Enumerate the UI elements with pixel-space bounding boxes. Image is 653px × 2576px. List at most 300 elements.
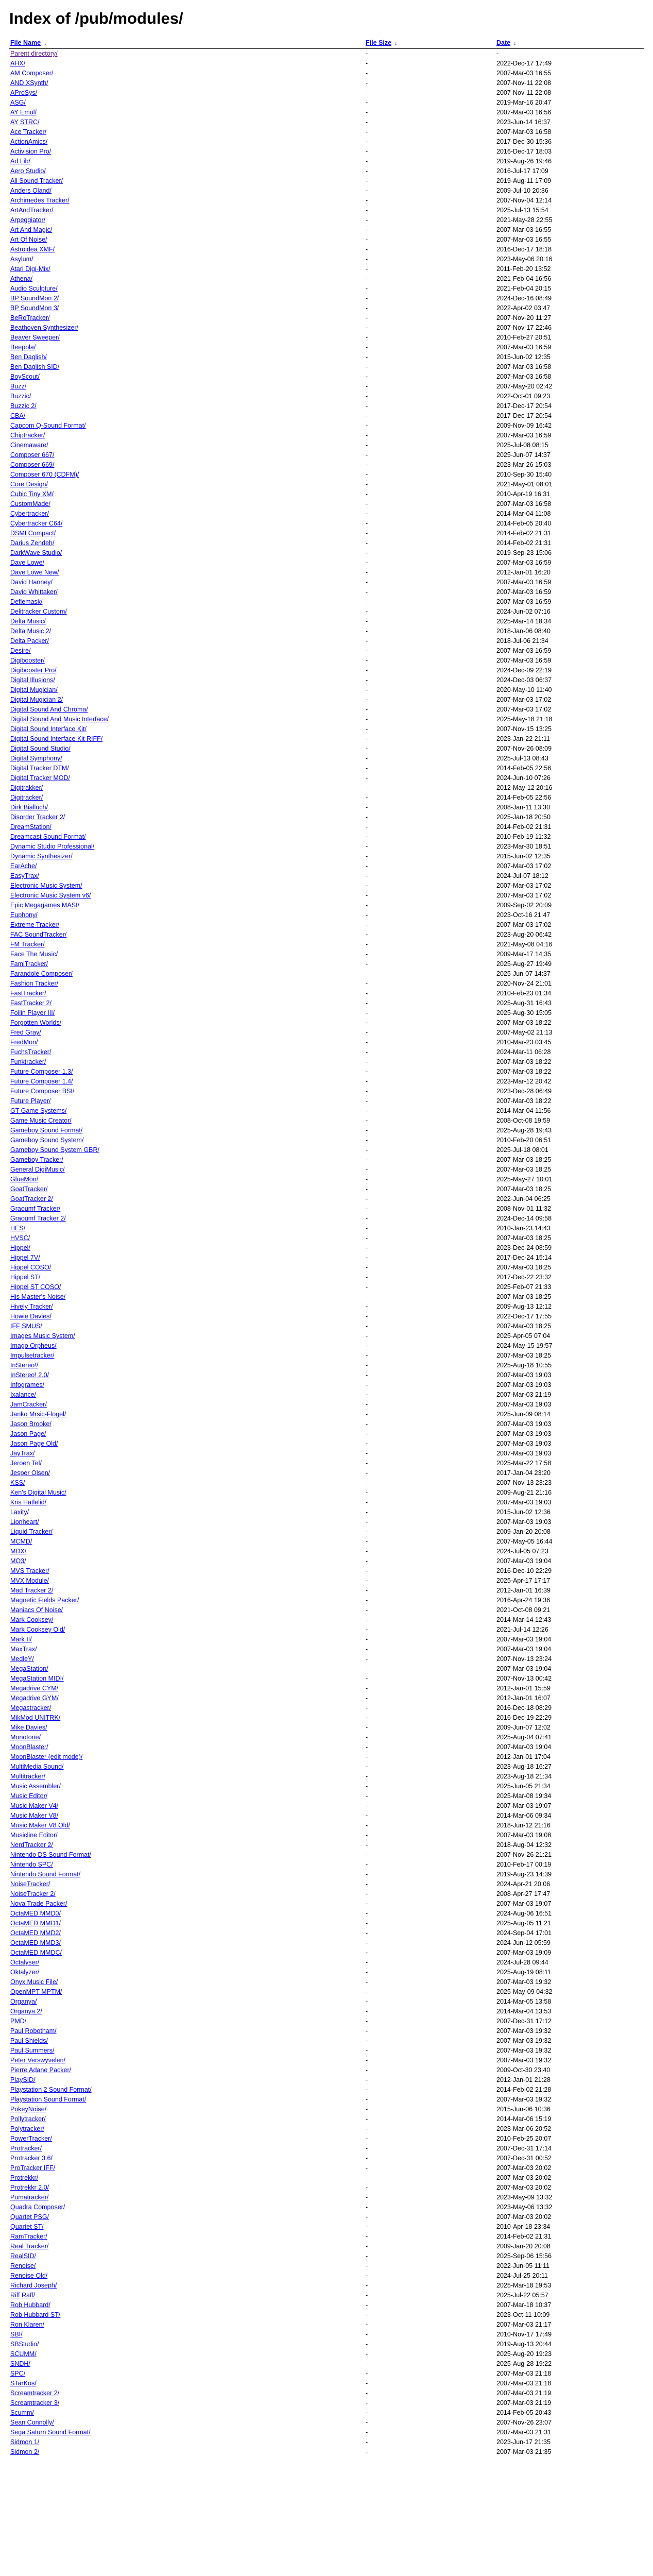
directory-link[interactable]: Arpeggiator/: [10, 216, 46, 224]
directory-link[interactable]: Mark Cooksey/: [10, 1616, 54, 1623]
column-header-name[interactable]: [9, 37, 365, 49]
directory-link[interactable]: KSS/: [10, 1479, 25, 1486]
directory-link[interactable]: Music Assembler/: [10, 1783, 61, 1790]
directory-link[interactable]: GoatTracker 2/: [10, 1195, 53, 1202]
table-row: [9, 352, 644, 362]
directory-link[interactable]: Composer 669/: [10, 461, 55, 468]
directory-link[interactable]: Liquid Tracker/: [10, 1528, 53, 1535]
directory-link[interactable]: Forgotten Worlds/: [10, 1019, 62, 1026]
directory-link[interactable]: Hippel ST/: [10, 1274, 41, 1281]
directory-link[interactable]: Jason Page Old/: [10, 1440, 58, 1447]
directory-link[interactable]: Peter Verswyvelen/: [10, 2057, 65, 2064]
directory-link[interactable]: Digibooster Pro/: [10, 667, 57, 674]
directory-link[interactable]: FAC SoundTracker/: [10, 931, 67, 938]
directory-link[interactable]: Ron Klaren/: [10, 2321, 45, 2328]
directory-link[interactable]: Sega Saturn Sound Format/: [10, 2429, 91, 2436]
directory-link[interactable]: Quartet ST/: [10, 2223, 44, 2230]
file-date-cell: 2012-Jan-01 17:04: [496, 1753, 551, 1760]
directory-link[interactable]: MCMD/: [10, 1538, 32, 1545]
directory-link[interactable]: Game Music Creator/: [10, 1117, 72, 1124]
directory-link[interactable]: Paul Shields/: [10, 2037, 48, 2044]
directory-link[interactable]: Hippel 7V/: [10, 1254, 40, 1261]
directory-link[interactable]: Athena/: [10, 275, 33, 282]
directory-link[interactable]: Dave Lowe New/: [10, 569, 59, 576]
directory-link[interactable]: Ben Daglish SID/: [10, 363, 60, 370]
directory-link[interactable]: Hively Tracker/: [10, 1303, 53, 1310]
sort-arrow-icon[interactable]: ↓: [513, 41, 517, 46]
file-date-cell: 2007-Mar-03 19:04: [496, 1665, 552, 1672]
directory-link[interactable]: Ben Daglish/: [10, 353, 47, 361]
directory-link[interactable]: Ad Lib/: [10, 158, 30, 165]
directory-link[interactable]: Renoise Old/: [10, 2272, 48, 2279]
directory-link[interactable]: Future Player/: [10, 1097, 51, 1105]
directory-link[interactable]: BP SoundMon 3/: [10, 304, 59, 312]
directory-link[interactable]: Darius Zendeh/: [10, 539, 55, 547]
directory-link[interactable]: Real Tracker/: [10, 2243, 49, 2250]
directory-link[interactable]: Impulsetracker/: [10, 1352, 55, 1359]
directory-link[interactable]: Dreamcast Sound Format/: [10, 833, 86, 840]
table-row: [9, 2408, 644, 2418]
directory-link[interactable]: PlaySID/: [10, 2076, 36, 2083]
directory-link[interactable]: NerdTracker 2/: [10, 1841, 53, 1849]
directory-link[interactable]: All Sound Tracker/: [10, 177, 63, 184]
directory-link[interactable]: GlueMon/: [10, 1176, 39, 1183]
directory-link[interactable]: DSMI Compact/: [10, 530, 56, 537]
directory-link[interactable]: Octalyser/: [10, 1959, 40, 1966]
directory-link[interactable]: Screamtracker 2/: [10, 2389, 60, 2397]
sort-by-name-link[interactable]: File Name: [10, 39, 41, 46]
directory-link[interactable]: Mike Davies/: [10, 1724, 47, 1731]
directory-link[interactable]: GT Game Systems/: [10, 1107, 67, 1114]
directory-link[interactable]: Ken's Digital Music/: [10, 1489, 66, 1496]
directory-link[interactable]: Buzz/: [10, 383, 27, 390]
directory-link[interactable]: SBStudio/: [10, 2341, 39, 2348]
directory-link[interactable]: Musicline Editor/: [10, 1832, 58, 1839]
directory-link[interactable]: Chiptracker/: [10, 432, 45, 439]
directory-link[interactable]: EasyTrax/: [10, 872, 39, 879]
directory-link[interactable]: Pierre Adane Packer/: [10, 2066, 72, 2074]
table-row: [9, 832, 644, 842]
directory-link[interactable]: Pollytracker/: [10, 2115, 46, 2123]
file-name-cell: [9, 470, 365, 480]
directory-link[interactable]: Beaver Sweeper/: [10, 334, 60, 341]
directory-link[interactable]: Hippel ST COSO/: [10, 1283, 61, 1291]
directory-link[interactable]: STarKos/: [10, 2380, 37, 2387]
directory-link[interactable]: Ace Tracker/: [10, 128, 47, 135]
file-date-cell: 2007-Mar-03 21:31: [496, 2429, 552, 2436]
directory-link[interactable]: Buzzic 2/: [10, 402, 37, 410]
directory-link[interactable]: Dirk Bialluch/: [10, 804, 48, 811]
directory-link[interactable]: Digitracker/: [10, 794, 43, 801]
directory-link[interactable]: Howie Davies/: [10, 1313, 51, 1320]
directory-link[interactable]: MVX Module/: [10, 1577, 49, 1584]
directory-link[interactable]: Megastracker/: [10, 1704, 51, 1711]
sort-arrow-icon[interactable]: ↓: [394, 41, 398, 46]
directory-link[interactable]: Epic Megagames MASI/: [10, 902, 80, 909]
directory-link[interactable]: Beepola/: [10, 344, 36, 351]
directory-link[interactable]: Imago Orpheus/: [10, 1342, 57, 1349]
directory-link[interactable]: Mad Tracker 2/: [10, 1587, 54, 1594]
directory-link[interactable]: Digital Mugician/: [10, 686, 58, 693]
directory-link[interactable]: Digital Sound And Music Interface/: [10, 716, 109, 723]
directory-link[interactable]: BeRoTracker/: [10, 314, 50, 321]
file-size-cell: -: [366, 1910, 368, 1917]
directory-link[interactable]: AY Emul/: [10, 109, 37, 116]
file-name-cell: [9, 1145, 365, 1155]
directory-link[interactable]: Future Composer 1.4/: [10, 1078, 73, 1085]
directory-link[interactable]: Magnetic Fields Packer/: [10, 1597, 79, 1604]
directory-link[interactable]: Riff Raff/: [10, 2292, 36, 2299]
file-size-cell: -: [366, 549, 368, 556]
directory-link[interactable]: Beathoven Synthesizer/: [10, 324, 79, 331]
directory-link[interactable]: Sean Connolly/: [10, 2419, 54, 2426]
directory-link[interactable]: Future Composer 1.3/: [10, 1068, 73, 1075]
directory-link[interactable]: RamTracker/: [10, 2233, 47, 2240]
directory-link[interactable]: Images Music System/: [10, 1332, 75, 1340]
directory-link[interactable]: Delta Music 2/: [10, 628, 51, 635]
directory-link[interactable]: Digital Sound And Chroma/: [10, 706, 88, 713]
directory-link[interactable]: Quadra Composer/: [10, 2204, 65, 2211]
directory-link[interactable]: JayTrax/: [10, 1450, 35, 1457]
file-name-cell: [9, 1292, 365, 1302]
directory-link[interactable]: OctaMED MMDC/: [10, 1949, 62, 1956]
directory-link[interactable]: Nintendo Sound Format/: [10, 1871, 81, 1878]
directory-link[interactable]: MedleY/: [10, 1655, 34, 1663]
directory-link[interactable]: Digital Tracker DTM/: [10, 765, 69, 772]
directory-link[interactable]: PowerTracker/: [10, 2135, 52, 2142]
directory-link[interactable]: Megadrive CYM/: [10, 1685, 59, 1692]
directory-link[interactable]: Follin Player III/: [10, 1009, 55, 1016]
directory-link[interactable]: Protracker/: [10, 2145, 42, 2152]
directory-link[interactable]: Digital Sound Studio/: [10, 745, 71, 752]
directory-link[interactable]: BoyScout/: [10, 373, 40, 380]
directory-link[interactable]: Kris Hatlelid/: [10, 1499, 47, 1506]
directory-link[interactable]: Dynamic Synthesizer/: [10, 853, 73, 860]
file-size-cell: -: [366, 471, 368, 478]
file-date-cell: 2011-Feb-20 13:52: [496, 265, 551, 273]
directory-link[interactable]: Dynamic Studio Professional/: [10, 843, 95, 850]
directory-link[interactable]: Gameboy Sound System GBR/: [10, 1146, 99, 1154]
directory-link[interactable]: Asylum/: [10, 256, 33, 263]
directory-link[interactable]: General DigiMusic/: [10, 1166, 65, 1173]
file-date-cell: 2024-Apr-21 20:06: [496, 1880, 551, 1888]
directory-link[interactable]: Fred Gray/: [10, 1029, 41, 1036]
directory-link[interactable]: Protrekkr/: [10, 2174, 39, 2181]
directory-link[interactable]: Music Maker V4/: [10, 1802, 59, 1809]
directory-link[interactable]: Digital Symphony/: [10, 755, 62, 762]
directory-link[interactable]: OctaMED MMD0/: [10, 1910, 61, 1917]
directory-link[interactable]: NoiseTracker/: [10, 1880, 50, 1888]
directory-link[interactable]: Atari Digi-Mix/: [10, 265, 50, 273]
directory-link[interactable]: DreamStation/: [10, 823, 51, 831]
directory-link[interactable]: MegaStation MIDI/: [10, 1675, 64, 1682]
directory-link[interactable]: FastTracker 2/: [10, 999, 52, 1007]
table-row: [9, 1507, 644, 1517]
directory-link[interactable]: MoonBlaster (edit mode)/: [10, 1753, 83, 1760]
file-size-cell: -: [366, 2194, 368, 2201]
directory-link[interactable]: Digital Sound Interface Kit/: [10, 725, 87, 733]
directory-link[interactable]: Jason Brooke/: [10, 1420, 51, 1428]
file-name-cell: [9, 2095, 365, 2105]
directory-link[interactable]: Cinemaware/: [10, 442, 48, 449]
directory-link[interactable]: OctaMED MMD1/: [10, 1920, 61, 1927]
directory-link[interactable]: Rob Hubbard/: [10, 2301, 50, 2309]
file-date-cell: 2007-Mar-03 18:25: [496, 1185, 552, 1193]
directory-link[interactable]: Screamtracker 3/: [10, 2399, 60, 2406]
directory-link[interactable]: Audio Sculpture/: [10, 285, 58, 292]
directory-link[interactable]: Extreme Tracker/: [10, 921, 60, 928]
file-date-cell: 2025-Jun-09 08:14: [496, 1411, 551, 1418]
directory-link[interactable]: Gameboy Sound System/: [10, 1137, 84, 1144]
directory-link[interactable]: Janko Mrsic-Flogel/: [10, 1411, 66, 1418]
table-row: [9, 940, 644, 950]
directory-link[interactable]: ProTracker IFF/: [10, 2164, 56, 2172]
directory-link[interactable]: AY STRC/: [10, 118, 40, 126]
directory-link[interactable]: Quartet PSG/: [10, 2213, 49, 2221]
directory-link[interactable]: IFF SMUS/: [10, 1323, 42, 1330]
directory-link[interactable]: Delta Music/: [10, 618, 46, 625]
file-name-cell: [9, 1400, 365, 1410]
directory-link[interactable]: Farandole Composer/: [10, 970, 73, 977]
directory-link[interactable]: Hippel COSO/: [10, 1264, 51, 1271]
directory-link[interactable]: CBA/: [10, 412, 26, 419]
directory-link[interactable]: David Hanney/: [10, 579, 53, 586]
directory-link[interactable]: Paul Summers/: [10, 2047, 55, 2054]
directory-link[interactable]: PMD/: [10, 2018, 27, 2025]
directory-link[interactable]: Graoumf Tracker/: [10, 1205, 61, 1212]
directory-link[interactable]: Aero Studio/: [10, 167, 46, 175]
table-row: [9, 1899, 644, 1909]
directory-link[interactable]: Fashion Tracker/: [10, 980, 59, 987]
directory-link[interactable]: OctaMED MMD3/: [10, 1939, 61, 1946]
directory-link[interactable]: Music Editor/: [10, 1792, 48, 1800]
directory-link[interactable]: Cubic Tiny XM/: [10, 490, 54, 498]
directory-link[interactable]: Infogrames/: [10, 1381, 45, 1388]
directory-link[interactable]: Jason Page/: [10, 1430, 46, 1437]
table-row: [9, 2300, 644, 2310]
directory-link[interactable]: Protrekkr 2.0/: [10, 2184, 49, 2191]
directory-link[interactable]: Graoumf Tracker 2/: [10, 1215, 66, 1222]
directory-link[interactable]: EarAche/: [10, 862, 37, 870]
directory-link[interactable]: MaxTrax/: [10, 1646, 37, 1653]
directory-link[interactable]: HVSC/: [10, 1234, 30, 1242]
table-row: [9, 538, 644, 548]
directory-link[interactable]: Digital Illusions/: [10, 676, 55, 684]
directory-link[interactable]: SBI/: [10, 2331, 23, 2338]
file-name-cell: [9, 734, 365, 744]
directory-link[interactable]: Face The Music/: [10, 951, 58, 958]
directory-link[interactable]: AM Composer/: [10, 70, 54, 77]
file-name-cell: [9, 78, 365, 88]
column-header-size[interactable]: [365, 37, 495, 49]
directory-link[interactable]: Playstation Sound Format/: [10, 2096, 87, 2103]
directory-link[interactable]: Renoise/: [10, 2262, 36, 2269]
directory-link[interactable]: Organya/: [10, 1998, 37, 2005]
directory-link[interactable]: FamiTracker/: [10, 960, 48, 968]
directory-link[interactable]: Buzzic/: [10, 393, 31, 400]
column-header-date[interactable]: [495, 37, 644, 49]
directory-link[interactable]: ArtAndTracker/: [10, 207, 54, 214]
directory-link[interactable]: InStereo!/: [10, 1362, 39, 1369]
directory-link[interactable]: Euphony/: [10, 911, 38, 919]
table-row: [9, 852, 644, 861]
directory-link[interactable]: Nintendo DS Sound Format/: [10, 1851, 92, 1858]
directory-link[interactable]: RealSID/: [10, 2252, 37, 2260]
directory-link[interactable]: MikMod UNITRK/: [10, 1714, 61, 1721]
directory-link[interactable]: Art And Magic/: [10, 226, 53, 233]
directory-link[interactable]: Megadrive GYM/: [10, 1694, 59, 1702]
directory-link[interactable]: Rob Hubbard ST/: [10, 2311, 61, 2318]
directory-link[interactable]: Digital Mugician 2/: [10, 696, 63, 703]
directory-link[interactable]: Digitrakker/: [10, 784, 43, 791]
parent-directory-link[interactable]: Parent directory/: [10, 50, 58, 57]
directory-link[interactable]: Music Maker V8 Old/: [10, 1822, 71, 1829]
directory-link[interactable]: Desire/: [10, 647, 31, 654]
directory-link[interactable]: Sidmon 2/: [10, 2448, 40, 2455]
file-name-cell: [9, 343, 365, 352]
directory-link[interactable]: DarkWave Studio/: [10, 549, 62, 556]
directory-link[interactable]: Archimedes Tracker/: [10, 197, 70, 204]
directory-link[interactable]: Anders Oland/: [10, 187, 51, 194]
directory-link[interactable]: FredMon/: [10, 1039, 38, 1046]
directory-link[interactable]: SNDH/: [10, 2360, 30, 2367]
directory-link[interactable]: MultiMedia Sound/: [10, 1763, 64, 1770]
directory-link[interactable]: Future Composer BSI/: [10, 1088, 75, 1095]
directory-link[interactable]: SPC/: [10, 2370, 26, 2377]
file-size-cell: -: [366, 882, 368, 889]
directory-link[interactable]: Astroidea XMF/: [10, 246, 55, 253]
directory-link[interactable]: ActionAmics/: [10, 138, 48, 145]
directory-link[interactable]: SCUMM/: [10, 2350, 37, 2358]
directory-link[interactable]: Deflemask/: [10, 598, 43, 605]
directory-link[interactable]: David Whittaker/: [10, 588, 58, 596]
directory-link[interactable]: Jesper Olsen/: [10, 1469, 50, 1477]
directory-link[interactable]: AND XSynth/: [10, 79, 48, 87]
directory-link[interactable]: His Master's Noise/: [10, 1293, 66, 1300]
file-size-cell: -: [366, 1048, 368, 1056]
file-size-cell: -: [366, 1626, 368, 1633]
directory-link[interactable]: Nintendo SPC/: [10, 1861, 53, 1868]
directory-link[interactable]: Delta Packer/: [10, 637, 49, 645]
directory-link[interactable]: Monotone/: [10, 1734, 41, 1741]
directory-link[interactable]: Music Maker V8/: [10, 1812, 59, 1819]
file-name-cell: [9, 392, 365, 401]
file-name-cell: [9, 2300, 365, 2310]
table-row: [9, 2007, 644, 2016]
directory-link[interactable]: HES/: [10, 1225, 26, 1232]
directory-link[interactable]: JamCracker/: [10, 1401, 47, 1408]
directory-link[interactable]: Scumm/: [10, 2409, 34, 2416]
directory-link[interactable]: OctaMED MMD2/: [10, 1929, 61, 1937]
directory-link[interactable]: FastTracker/: [10, 990, 46, 997]
directory-link[interactable]: Cybertracker C64/: [10, 520, 63, 527]
directory-link[interactable]: AHX/: [10, 60, 26, 67]
directory-link[interactable]: Richard Joseph/: [10, 2282, 57, 2289]
directory-link[interactable]: Delitracker Custom/: [10, 608, 67, 615]
directory-link[interactable]: PokeyNoise/: [10, 2106, 47, 2113]
directory-link[interactable]: MO3/: [10, 1557, 26, 1565]
directory-link[interactable]: Protracker 3.6/: [10, 2155, 53, 2162]
file-size-cell: -: [366, 2252, 368, 2260]
directory-link[interactable]: Digibooster/: [10, 657, 45, 664]
file-size-cell: -: [366, 373, 368, 380]
file-size-cell: -: [366, 285, 368, 292]
file-name-cell: [9, 313, 365, 323]
table-row: [9, 1331, 644, 1341]
directory-link[interactable]: Ixalance/: [10, 1391, 37, 1398]
directory-link[interactable]: Onyx Music File/: [10, 1978, 58, 1986]
directory-link[interactable]: Cybertracker/: [10, 510, 49, 517]
directory-link[interactable]: Digital Tracker MOD/: [10, 774, 70, 782]
directory-link[interactable]: Pumatracker/: [10, 2194, 49, 2201]
directory-link[interactable]: FuchsTracker/: [10, 1048, 51, 1056]
directory-link[interactable]: Activision Pro/: [10, 148, 51, 155]
directory-link[interactable]: FM Tracker/: [10, 941, 45, 948]
directory-link[interactable]: Digital Sound Interface Kit RIFF/: [10, 735, 103, 742]
file-name-cell: [9, 1106, 365, 1116]
directory-link[interactable]: NoiseTracker 2/: [10, 1890, 56, 1897]
directory-link[interactable]: OpenMPT MPTM/: [10, 1988, 62, 1995]
table-row: [9, 675, 644, 685]
directory-link[interactable]: Art Of Noise/: [10, 236, 47, 243]
directory-link[interactable]: Composer 667/: [10, 451, 55, 459]
directory-link[interactable]: Playstation 2 Sound Format/: [10, 2086, 92, 2093]
sort-by-size-link[interactable]: File Size: [366, 39, 392, 46]
directory-link[interactable]: Oktalyzer/: [10, 1969, 40, 1976]
directory-link[interactable]: MVS Tracker/: [10, 1567, 49, 1574]
directory-link[interactable]: Hippel/: [10, 1244, 30, 1251]
directory-link[interactable]: Mark Cooksey Old/: [10, 1626, 65, 1633]
directory-link[interactable]: Capcom Q-Sound Format/: [10, 422, 86, 429]
directory-link[interactable]: Sidmon 1/: [10, 2438, 40, 2446]
directory-link[interactable]: Laxity/: [10, 1509, 29, 1516]
file-size-cell: -: [366, 187, 368, 194]
directory-link[interactable]: Polytracker/: [10, 2125, 44, 2132]
directory-link[interactable]: Disorder Tracker 2/: [10, 814, 65, 821]
directory-link[interactable]: Core Design/: [10, 481, 48, 488]
directory-link[interactable]: MoonBlaster/: [10, 1743, 48, 1751]
directory-link[interactable]: Composer 670 (CDFM)/: [10, 471, 79, 478]
directory-link[interactable]: GoatTracker/: [10, 1185, 48, 1193]
directory-link[interactable]: Multitracker/: [10, 1773, 46, 1780]
sort-by-date-link[interactable]: Date: [496, 39, 511, 46]
directory-link[interactable]: MegaStation/: [10, 1665, 48, 1672]
file-name-cell: [9, 920, 365, 930]
directory-link[interactable]: Paul Robotham/: [10, 2027, 57, 2035]
table-row: [9, 1067, 644, 1077]
directory-link[interactable]: Gameboy Tracker/: [10, 1156, 63, 1163]
directory-link[interactable]: Nova Trade Packer/: [10, 1900, 67, 1907]
directory-link[interactable]: Mark II/: [10, 1636, 32, 1643]
directory-link[interactable]: ASG/: [10, 99, 26, 106]
directory-link[interactable]: BP SoundMon 2/: [10, 295, 59, 302]
directory-link[interactable]: Funktracker/: [10, 1058, 46, 1065]
directory-link[interactable]: Organya 2/: [10, 2008, 42, 2015]
directory-link[interactable]: CustomMade/: [10, 500, 50, 507]
directory-link[interactable]: Dave Lowe/: [10, 559, 45, 566]
sort-arrow-icon[interactable]: ↓: [44, 41, 47, 46]
directory-link[interactable]: Maniacs Of Noise/: [10, 1606, 63, 1614]
table-row: [9, 294, 644, 303]
directory-link[interactable]: Gameboy Sound Format/: [10, 1127, 83, 1134]
directory-link[interactable]: Electronic Music System v6/: [10, 892, 91, 899]
directory-link[interactable]: Lionheart/: [10, 1518, 39, 1526]
directory-link[interactable]: Electronic Music System/: [10, 882, 82, 889]
directory-link[interactable]: InStereo! 2.0/: [10, 1371, 49, 1379]
directory-link[interactable]: AProSys/: [10, 89, 38, 96]
directory-link[interactable]: Jeroen Tel/: [10, 1460, 42, 1467]
directory-link[interactable]: MDX/: [10, 1548, 27, 1555]
